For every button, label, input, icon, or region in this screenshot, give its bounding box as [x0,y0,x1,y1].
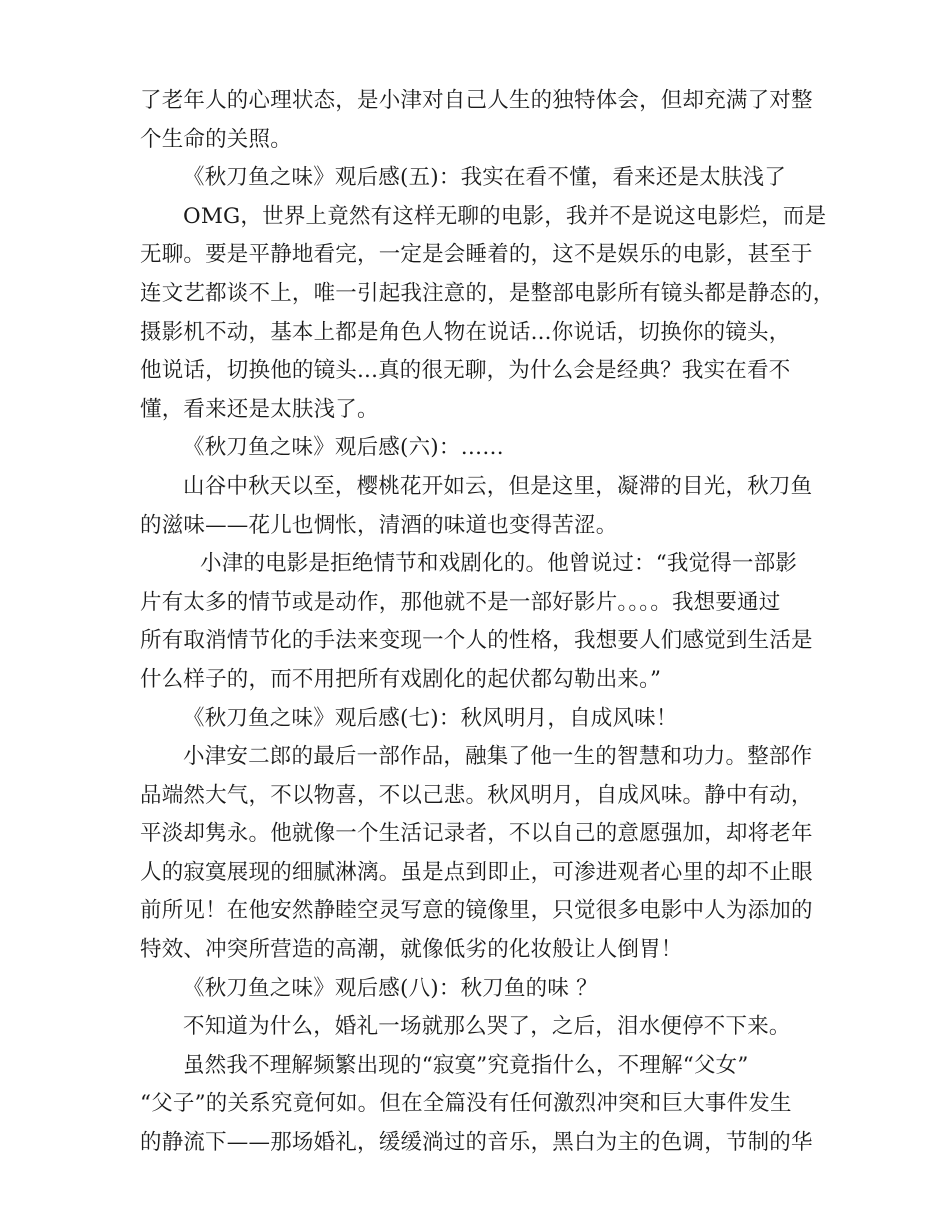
text-line: 小津的电影是拒绝情节和戏剧化的。他曾说过：“我觉得一部影 [200,551,798,577]
text-line: 品端然大气，不以物喜，不以己悲。秋风明月，自成风味。静中有动， [140,782,813,808]
text-line: 山谷中秋天以至，樱桃花开如云，但是这里，凝滞的目光，秋刀鱼 [183,473,813,499]
text-line: 小津安二郎的最后一部作品，融集了他一生的智慧和功力。整部作 [183,744,813,770]
text-line: 的滋味——花儿也惆怅，清酒的味道也变得苦涩。 [140,512,618,538]
text-line: 无聊。要是平静地看完，一定是会睡着的，这不是娱乐的电影，甚至于 [140,242,813,268]
section-heading: 《秋刀鱼之味》观后感(六)：…… [183,435,504,461]
text-line: “父子”的关系究竟何如。但在全篇没有任何激烈冲突和巨大事件发生 [140,1091,792,1117]
section-heading: 《秋刀鱼之味》观后感(八)：秋刀鱼的味 ？ [183,975,598,1001]
text-line: 不知道为什么，婚礼一场就那么哭了，之后，泪水便停不下来。 [183,1014,791,1040]
text-line: 摄影机不动，基本上都是角色人物在说话...你说话，切换你的镜头， [140,319,791,345]
document-body [140,82,835,1163]
text-line: 前所见！在他安然静睦空灵写意的镜像里，只觉很多电影中人为添加的 [140,898,813,924]
section-heading: 《秋刀鱼之味》观后感(七)：秋风明月，自成风味！ [183,705,678,731]
text-line: 连文艺都谈不上，唯一引起我注意的，是整部电影所有镜头都是静态的， [140,280,835,306]
text-line: 懂，看来还是太肤浅了。 [140,396,379,422]
text-line: 的静流下——那场婚礼，缓缓淌过的音乐，黑白为主的色调，节制的华 [140,1130,813,1156]
text-line: 所有取消情节化的手法来变现一个人的性格，我想要人们感觉到生活是 [140,628,813,654]
text-line: 个生命的关照。 [140,126,292,152]
section-heading: 《秋刀鱼之味》观后感(五)：我实在看不懂，看来还是太肤浅了 [183,165,787,191]
text-line: 了老年人的心理状态，是小津对自己人生的独特体会，但却充满了对整 [140,88,813,113]
text-line: OMG，世界上竟然有这样无聊的电影，我并不是说这电影烂，而是 [183,203,827,229]
text-line: 特效、冲突所营造的高潮，就像低劣的化妆般让人倒胃！ [140,937,683,963]
text-line: 他说话，切换他的镜头...真的很无聊，为什么会是经典？我实在看不 [140,358,791,384]
text-line: 平淡却隽永。他就像一个生活记录者，不以自己的意愿强加，却将老年 [140,821,813,847]
text-line: 片有太多的情节或是动作，那他就不是一部好影片。。。。我想要通过 [140,589,781,615]
text-line: 人的寂寞展现的细腻淋漓。虽是点到即止，可渗进观者心里的却不止眼 [140,859,813,885]
text-line: 什么样子的，而不用把所有戏剧化的起伏都勾勒出来。” [140,666,662,692]
text-line: 虽然我不理解频繁出现的“寂寞”究竟指什么，不理解“父女” [183,1052,749,1078]
